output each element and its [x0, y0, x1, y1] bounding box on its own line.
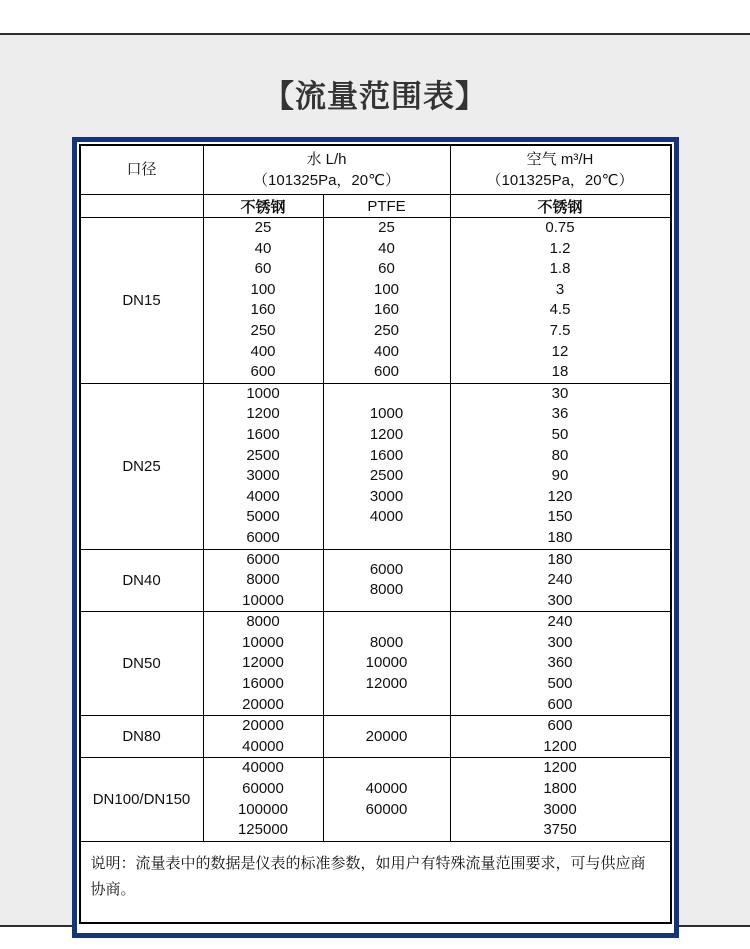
value: 60000 [365, 800, 408, 818]
water-ptfe-cell [323, 218, 450, 383]
value: 100 [373, 280, 400, 298]
value: 6000 [369, 560, 404, 578]
diameter-cell [81, 550, 203, 612]
air-stainless-cell [450, 384, 670, 549]
value: 100000 [237, 800, 289, 818]
top-divider-band [0, 0, 750, 35]
value: 25 [254, 219, 272, 236]
table-row-dn15 [81, 217, 670, 383]
value: 4000 [246, 487, 280, 505]
value: 60 [254, 260, 272, 278]
value: 500 [547, 675, 573, 693]
diameter-label: DN15 [122, 291, 161, 309]
note-text: 说明：流量表中的数据是仪表的标准参数，如用户有特殊流量范围要求，可与供应商协商。 [90, 854, 646, 898]
air-stainless-cell [450, 550, 670, 612]
value: 3000 [543, 800, 577, 818]
air-stainless-cell [450, 218, 670, 383]
table-row-dn80 [81, 715, 670, 757]
air-stainless-cell [450, 716, 670, 757]
value: 40000 [365, 780, 408, 798]
header-diameter [81, 146, 203, 194]
value: 3000 [369, 487, 404, 505]
table-row-dn25 [81, 383, 670, 549]
value: 2500 [369, 467, 404, 485]
table-note-row [81, 841, 670, 922]
air-stainless-cell [450, 758, 670, 840]
value: 1.8 [549, 260, 571, 278]
air-stainless-cell [450, 612, 670, 715]
value: 60000 [242, 780, 284, 798]
subheader-water-stainless-label: 不锈钢 [240, 198, 286, 216]
value: 1.2 [549, 239, 571, 257]
page-title: 【流量范围表】 [263, 79, 487, 114]
value: 180 [547, 528, 573, 546]
note-cell [81, 842, 670, 922]
diameter-cell [81, 716, 203, 757]
diameter-label: DN50 [122, 655, 161, 673]
table-row-dn100-dn150 [81, 757, 670, 840]
value: 25 [378, 219, 395, 236]
header-water-condition: （101325Pa，20℃） [253, 172, 400, 189]
value: 600 [373, 363, 400, 381]
value: 1600 [369, 446, 404, 464]
diameter-label: DN25 [122, 457, 161, 475]
table-subheader-row [81, 194, 670, 217]
value: 12000 [242, 654, 284, 672]
water-stainless-cell [203, 612, 323, 715]
value: 600 [547, 695, 573, 713]
value: 1200 [246, 405, 280, 423]
value: 125000 [237, 821, 289, 839]
value: 90 [551, 467, 569, 485]
value: 240 [547, 613, 573, 631]
value: 1200 [543, 759, 577, 777]
value: 3000 [246, 467, 280, 485]
flow-range-table [79, 144, 672, 924]
subheader-water-ptfe-label: PTFE [367, 197, 406, 215]
header-air-condition: （101325Pa，20℃） [486, 172, 634, 189]
water-ptfe-cell [323, 612, 450, 715]
table-row-dn50 [81, 611, 670, 715]
header-water-title: 水 L/h [306, 151, 347, 168]
value: 160 [250, 301, 276, 319]
value: 360 [547, 654, 573, 672]
page-background [0, 35, 750, 927]
value: 40 [254, 239, 272, 257]
water-stainless-cell [203, 758, 323, 840]
water-ptfe-cell [323, 550, 450, 612]
value: 240 [547, 571, 573, 589]
value: 40 [378, 239, 395, 257]
value: 300 [547, 633, 573, 651]
value: 0.75 [545, 219, 575, 236]
diameter-label: DN40 [122, 571, 161, 589]
value: 100 [250, 280, 276, 298]
value: 20000 [242, 695, 284, 713]
value: 36 [551, 405, 569, 423]
value: 8000 [246, 613, 280, 631]
water-stainless-cell [203, 716, 323, 757]
water-ptfe-cell [323, 716, 450, 757]
value: 300 [547, 591, 573, 609]
header-air [450, 146, 670, 194]
value: 1200 [543, 737, 577, 755]
subheader-water-stainless [203, 195, 323, 217]
diameter-cell [81, 384, 203, 549]
value: 40000 [242, 759, 284, 777]
value: 2500 [246, 446, 280, 464]
value: 400 [373, 342, 400, 360]
diameter-cell [81, 758, 203, 840]
value: 10000 [242, 591, 284, 609]
value: 1000 [369, 405, 404, 423]
table-row-dn40 [81, 549, 670, 612]
water-stainless-cell [203, 550, 323, 612]
subheader-empty-cell [81, 195, 203, 217]
value: 3 [555, 280, 565, 298]
water-ptfe-cell [323, 384, 450, 549]
value: 12 [551, 342, 569, 360]
value: 1800 [543, 780, 577, 798]
water-stainless-cell [203, 218, 323, 383]
table-header-row [81, 146, 670, 194]
value: 3750 [543, 821, 577, 839]
value: 10000 [242, 633, 284, 651]
diameter-cell [81, 218, 203, 383]
value: 180 [547, 550, 573, 568]
value: 12000 [365, 675, 408, 693]
header-water [203, 146, 450, 194]
value: 8000 [246, 571, 280, 589]
subheader-air-stainless [450, 195, 670, 217]
value: 20000 [242, 717, 284, 735]
value: 250 [373, 321, 400, 339]
value: 160 [373, 301, 400, 319]
value: 50 [551, 425, 569, 443]
value: 1200 [369, 425, 404, 443]
value: 1000 [246, 384, 280, 402]
value: 1600 [246, 425, 280, 443]
value: 4000 [369, 508, 404, 526]
value: 30 [551, 384, 569, 402]
value: 8000 [369, 633, 404, 651]
diameter-label: DN80 [122, 728, 161, 746]
value: 6000 [246, 550, 280, 568]
value: 18 [551, 363, 569, 381]
value: 20000 [365, 727, 408, 745]
value: 600 [547, 717, 573, 735]
water-ptfe-cell [323, 758, 450, 840]
value: 4.5 [549, 301, 571, 319]
value: 10000 [365, 654, 408, 672]
value: 80 [551, 446, 569, 464]
diameter-cell [81, 612, 203, 715]
value: 250 [250, 321, 276, 339]
header-air-title: 空气 m³/H [526, 151, 594, 168]
value: 6000 [246, 528, 280, 546]
value: 5000 [246, 508, 280, 526]
value: 40000 [242, 737, 284, 755]
diameter-label: DN100/DN150 [92, 791, 191, 809]
subheader-water-ptfe [323, 195, 450, 217]
table-frame [72, 137, 679, 938]
value: 120 [547, 487, 573, 505]
value: 8000 [369, 581, 404, 599]
subheader-air-stainless-label: 不锈钢 [537, 198, 583, 216]
value: 150 [547, 508, 573, 526]
value: 16000 [242, 675, 284, 693]
water-stainless-cell [203, 384, 323, 549]
header-diameter-label: 口径 [126, 160, 157, 178]
value: 7.5 [549, 321, 571, 339]
value: 60 [378, 260, 395, 278]
value: 600 [250, 363, 276, 381]
value: 400 [250, 342, 276, 360]
